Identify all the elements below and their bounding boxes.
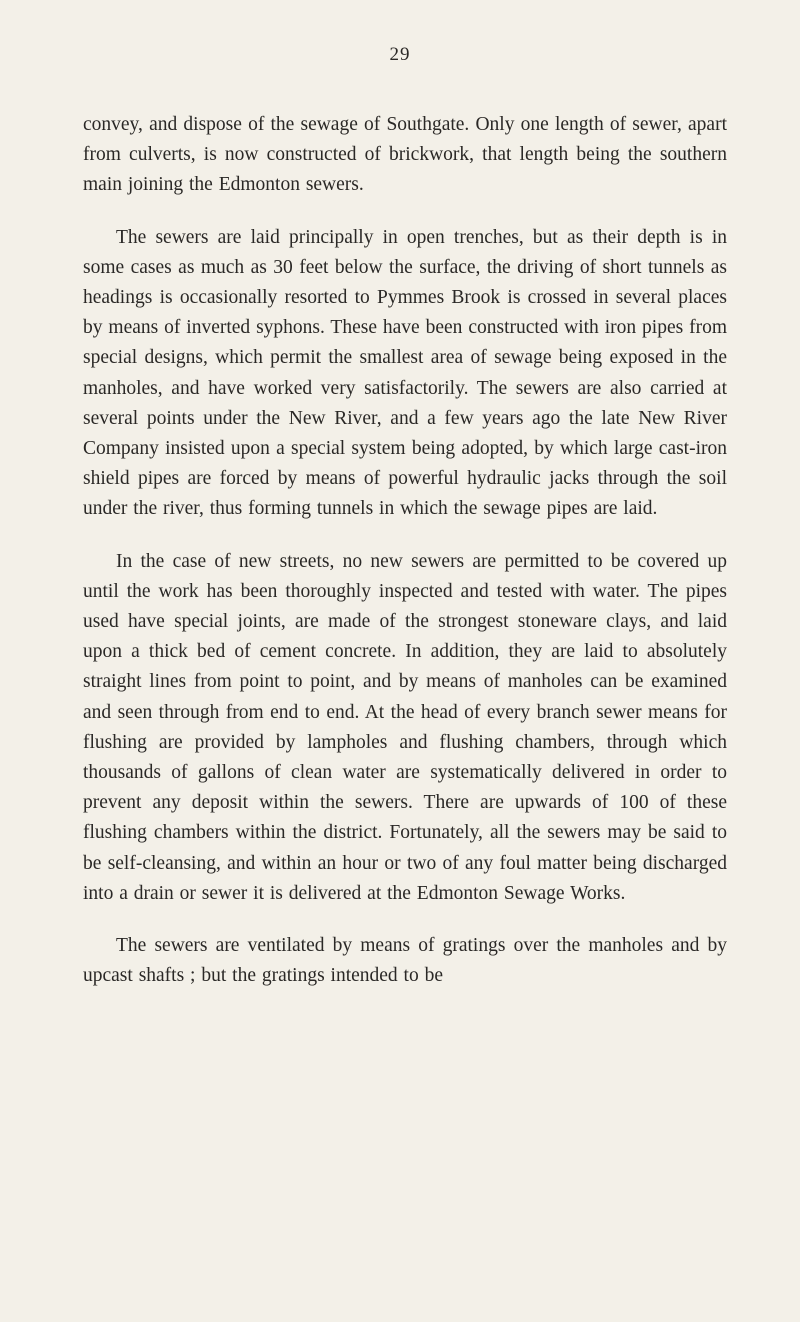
- page-number: 29: [389, 44, 411, 65]
- paragraph-3: In the case of new streets, no new sewers are permitted to be covered up until the work has been thoroughly inspected and tested with water. The pipes used have special joints, are made of the strongest stoneware clays, and laid upon a thick bed of cement concrete. In addition, they are laid to absolutely straight lines from point to point, and by means of manholes can be examined and seen through from end to end. At the head of every branch sewer means for flushing are provided by lampholes and flushing chambers, through which thousands of gallons of clean water are systematically delivered in order to prevent any deposit within the sewers. There are upwards of 100 of these flushing chambers within the district. Fortunately, all the sewers may be said to be self-cleansing, and within an hour or two of any foul matter being discharged into a drain or sewer it is delivered at the Edmonton Sewage Works.: [83, 550, 727, 904]
- paragraph-2: The sewers are laid principally in open trenches, but as their depth is in some cases as much as 30 feet below the surface, the driving of short tunnels as headings is occasionally resorted to Pymmes Brook is crossed in several places by means of inverted syphons. These have been constructed with iron pipes from special designs, which permit the smallest area of sewage being exposed in the manholes, and have worked very satisfactorily. The sewers are also carried at several points under the New River, and a few years ago the late New River Company insisted upon a special system being adopted, by which large cast-iron shield pipes are forced by means of powerful hydraulic jacks through the soil under the river, thus forming tunnels in which the sewage pipes are laid.: [83, 226, 727, 520]
- paragraph-4: The sewers are ventilated by means of gratings over the manholes and by upcast shafts ; but the gratings intended to be: [83, 935, 727, 987]
- body-text: [83, 110, 727, 991]
- paragraph-1: convey, and dispose of the sewage of Southgate. Only one length of sewer, apart from culverts, is now constructed of brickwork, that length being the southern main joining the Edmonton sewers.: [83, 114, 727, 196]
